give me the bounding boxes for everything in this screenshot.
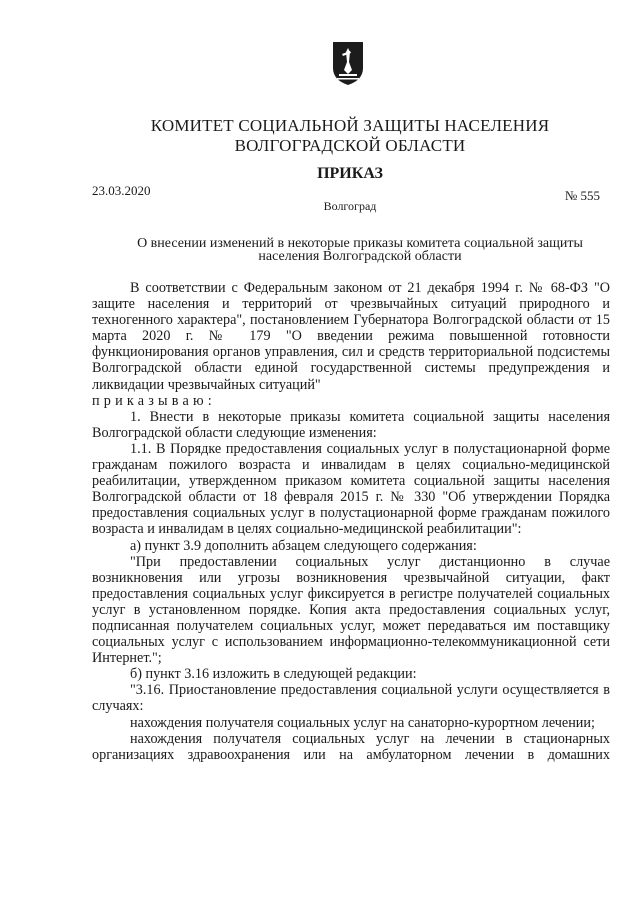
coat-of-arms-icon xyxy=(331,40,365,86)
document-city: Волгоград xyxy=(323,199,377,213)
item-1-paragraph: 1. Внести в некоторые приказы комитета социальной защиты населения Волгоградской области следующие изменения: xyxy=(92,408,610,441)
preamble-paragraph: В соответствии с Федеральным законом от 21 декабря 1994 г. № 68-ФЗ "О защите населения и территорий от чрезвычайных ситуаций природного и техногенного характера", постановлением Губернатора Волгоградской области от 15 марта 2020 г. № 179 "О введении режима повышенной готовности функционирования органов управления, сил и средств территориальной подсистемы Волгоградской области единой государственной системы предупреждения и ликвидации чрезвычайных ситуаций" xyxy=(92,280,610,393)
case-2-paragraph: нахождения получателя социальных услуг на лечении в стационарных организациях здравоохранения или на амбулаторном лечении в домашних xyxy=(92,730,610,763)
document-body xyxy=(92,280,610,763)
document-number: № 555 xyxy=(564,188,600,203)
quote-a-paragraph: "При предоставлении социальных услуг дистанционно в случае возникновения или угрозы возникновения чрезвычайной ситуации, факт предоставления социальных услуг фиксируется в регистре получателей социальных услуг в установленном порядке. Копия акта предоставления социальных услуг, подписанная получателем социальных услуг, может передаваться им поставщику социальных услуг с использованием информационно-телекоммуникационной сети Интернет."; xyxy=(92,553,610,667)
item-1-1-paragraph: 1.1. В Порядке предоставления социальных услуг в полустационарной форме гражданам пожилого возраста и инвалидам в целях социально-медицинской реабилитации, утвержденном приказом комитета социальной защиты населения Волгоградской области от 18 февраля 2015 г. № 330 "Об утверждении Порядка предоставления социальных услуг в полустационарной форме гражданам пожилого возраста и инвалидам в целях социально-медицинской реабилитации": xyxy=(92,440,610,538)
quote-b-paragraph: "3.16. Приостановление предоставления социальной услуги осуществляется в случаях: xyxy=(92,682,610,715)
document-type-title: ПРИКАЗ xyxy=(317,165,383,182)
subject-line2: населения Волгоградской области xyxy=(258,249,462,264)
order-word: приказываю: xyxy=(92,392,216,409)
subject-line1: О внесении изменений в некоторые приказы комитета социальной защиты xyxy=(137,236,583,251)
committee-name-line2: ВОЛГОГРАДСКОЙ ОБЛАСТИ xyxy=(234,136,466,155)
subitem-a-paragraph: а) пункт 3.9 дополнить абзацем следующего содержания: xyxy=(130,537,477,554)
document-date: 23.03.2020 xyxy=(92,183,151,198)
case-1-paragraph: нахождения получателя социальных услуг на санаторно-курортном лечении; xyxy=(130,714,595,731)
committee-name-line1: КОМИТЕТ СОЦИАЛЬНОЙ ЗАЩИТЫ НАСЕЛЕНИЯ xyxy=(150,116,550,135)
subitem-b-paragraph: б) пункт 3.16 изложить в следующей редакции: xyxy=(130,666,417,683)
